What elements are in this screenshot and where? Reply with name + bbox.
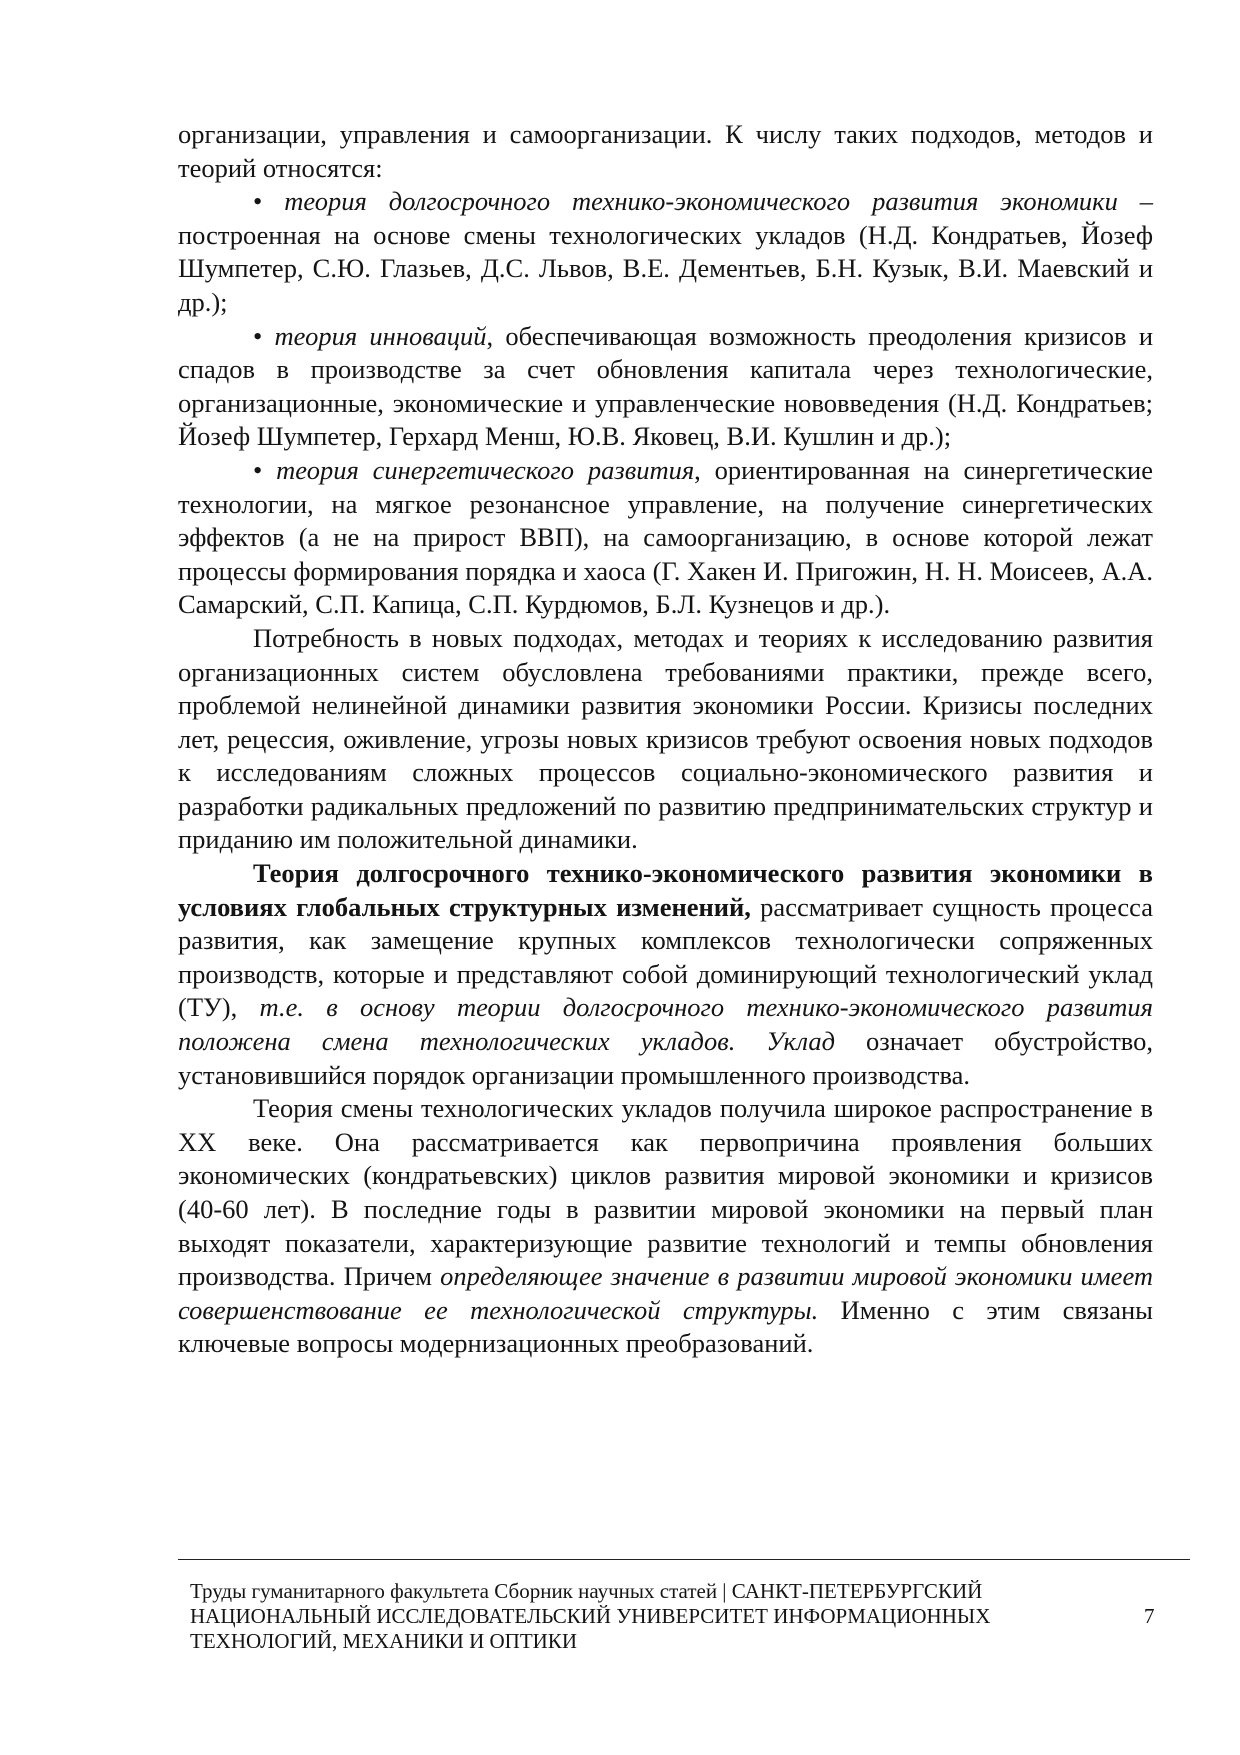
footer-line: НАЦИОНАЛЬНЫЙ ИССЛЕДОВАТЕЛЬСКИЙ УНИВЕРСИТЕТ ИНФОРМАЦИОННЫХ	[190, 1604, 991, 1628]
paragraph-text: Именно с этим связаны ключевые вопросы модернизационных преобразований.	[178, 1294, 1153, 1359]
footer-line: Труды гуманитарного факультета Сборник научных статей | САНКТ-ПЕТЕРБУРГСКИЙ	[190, 1579, 983, 1603]
bullet-text: , обеспечивающая возможность преодоления кризисов и спадов в производстве за счет обновления капитала через технологические, организационные, экономические и управленческие нововведения (Н.Д. Кондратьев; Йозеф Шумпетер, Герхард Менш, Ю.В. Яковец, В.И. Кушлин и др.);	[178, 320, 1154, 452]
paragraph-text: означает обустройство, установившийся порядок организации промышленного производства.	[178, 1026, 1153, 1090]
bullet-icon: •	[253, 454, 263, 485]
bullet-item-innovation-theory	[178, 320, 1153, 454]
bullet-item-long-term-theory	[178, 185, 1153, 319]
paragraph-text: рассматривает сущность процесса развития, как замещение крупных комплексов технологически сопряженных производств, которые и представляют собой доминирующий технологический уклад (ТУ),	[178, 891, 1153, 1023]
italic-text: определяющее значение в развитии мировой экономики имеет совершенствование ее технологической структуры.	[178, 1261, 1153, 1325]
bullet-item-synergetic-theory	[178, 454, 1153, 622]
bold-heading-text: Теория долгосрочного технико-экономического развития экономики в условиях глобальных структурных изменений,	[178, 858, 1153, 922]
bullet-icon: •	[253, 186, 263, 217]
footer-divider	[178, 1559, 1190, 1560]
bullet-term: теория долгосрочного технико-экономического развития экономики	[284, 186, 1118, 217]
document-body	[178, 118, 1153, 1361]
paragraph-theory-definition	[178, 857, 1153, 1092]
bullet-icon: •	[253, 320, 263, 351]
paragraph-need-for-approaches: Потребность в новых подходах, методах и теориях к исследованию развития организационных систем обусловлена требованиями практики, прежде всего, проблемой нелинейной динамики развития экономики России. Кризисы последних лет, рецессия, оживление, угрозы новых кризисов требуют освоения новых подходов к исследованиям сложных процессов социально-экономического развития и разработки радикальных предложений по развитию предпринимательских структур и приданию им положительной динамики.	[178, 622, 1153, 855]
footer-line: ТЕХНОЛОГИЙ, МЕХАНИКИ И ОПТИКИ	[190, 1629, 577, 1653]
footer-journal-title	[190, 1579, 1090, 1654]
italic-text: т.е. в основу теории долгосрочного технико-экономического развития положена смена технологических укладов. Уклад	[178, 992, 1154, 1057]
bullet-term: теория инноваций	[274, 320, 487, 351]
bullet-text: , ориентированная на синергетические технологии, на мягкое резонансное управление, на получение синергетических эффектов (а не на прирост ВВП), на самоорганизацию, в основе которой лежат процессы формирования порядка и хаоса (Г. Хакен И. Пригожин, Н. Н. Моисеев, А.А. Самарский, С.П. Капица, С.П. Курдюмов, Б.Л. Кузнецов и др.).	[178, 454, 1153, 620]
paragraph-intro: организации, управления и самоорганизации. К числу таких подходов, методов и теорий относятся:	[178, 119, 1153, 183]
bullet-term: теория синергетического развития	[276, 454, 695, 485]
paragraph-text: Теория смены технологических укладов получила широкое распространение в XX веке. Она рассматривается как первопричина проявления больших экономических (кондратьевских) циклов развития мировой экономики и кризисов (40-60 лет). В последние годы в развитии мировой экономики на первый план выходят показатели, характеризующие развитие технологий и темпы обновления производства. Причем	[178, 1093, 1153, 1292]
paragraph-technological-modes	[178, 1092, 1153, 1361]
page-number: 7	[1144, 1604, 1155, 1628]
bullet-text: – построенная на основе смены технологических укладов (Н.Д. Кондратьев, Йозеф Шумпетер, С.Ю. Глазьев, Д.С. Львов, В.Е. Дементьев, Б.Н. Кузык, В.И. Маевский и др.);	[178, 186, 1154, 317]
